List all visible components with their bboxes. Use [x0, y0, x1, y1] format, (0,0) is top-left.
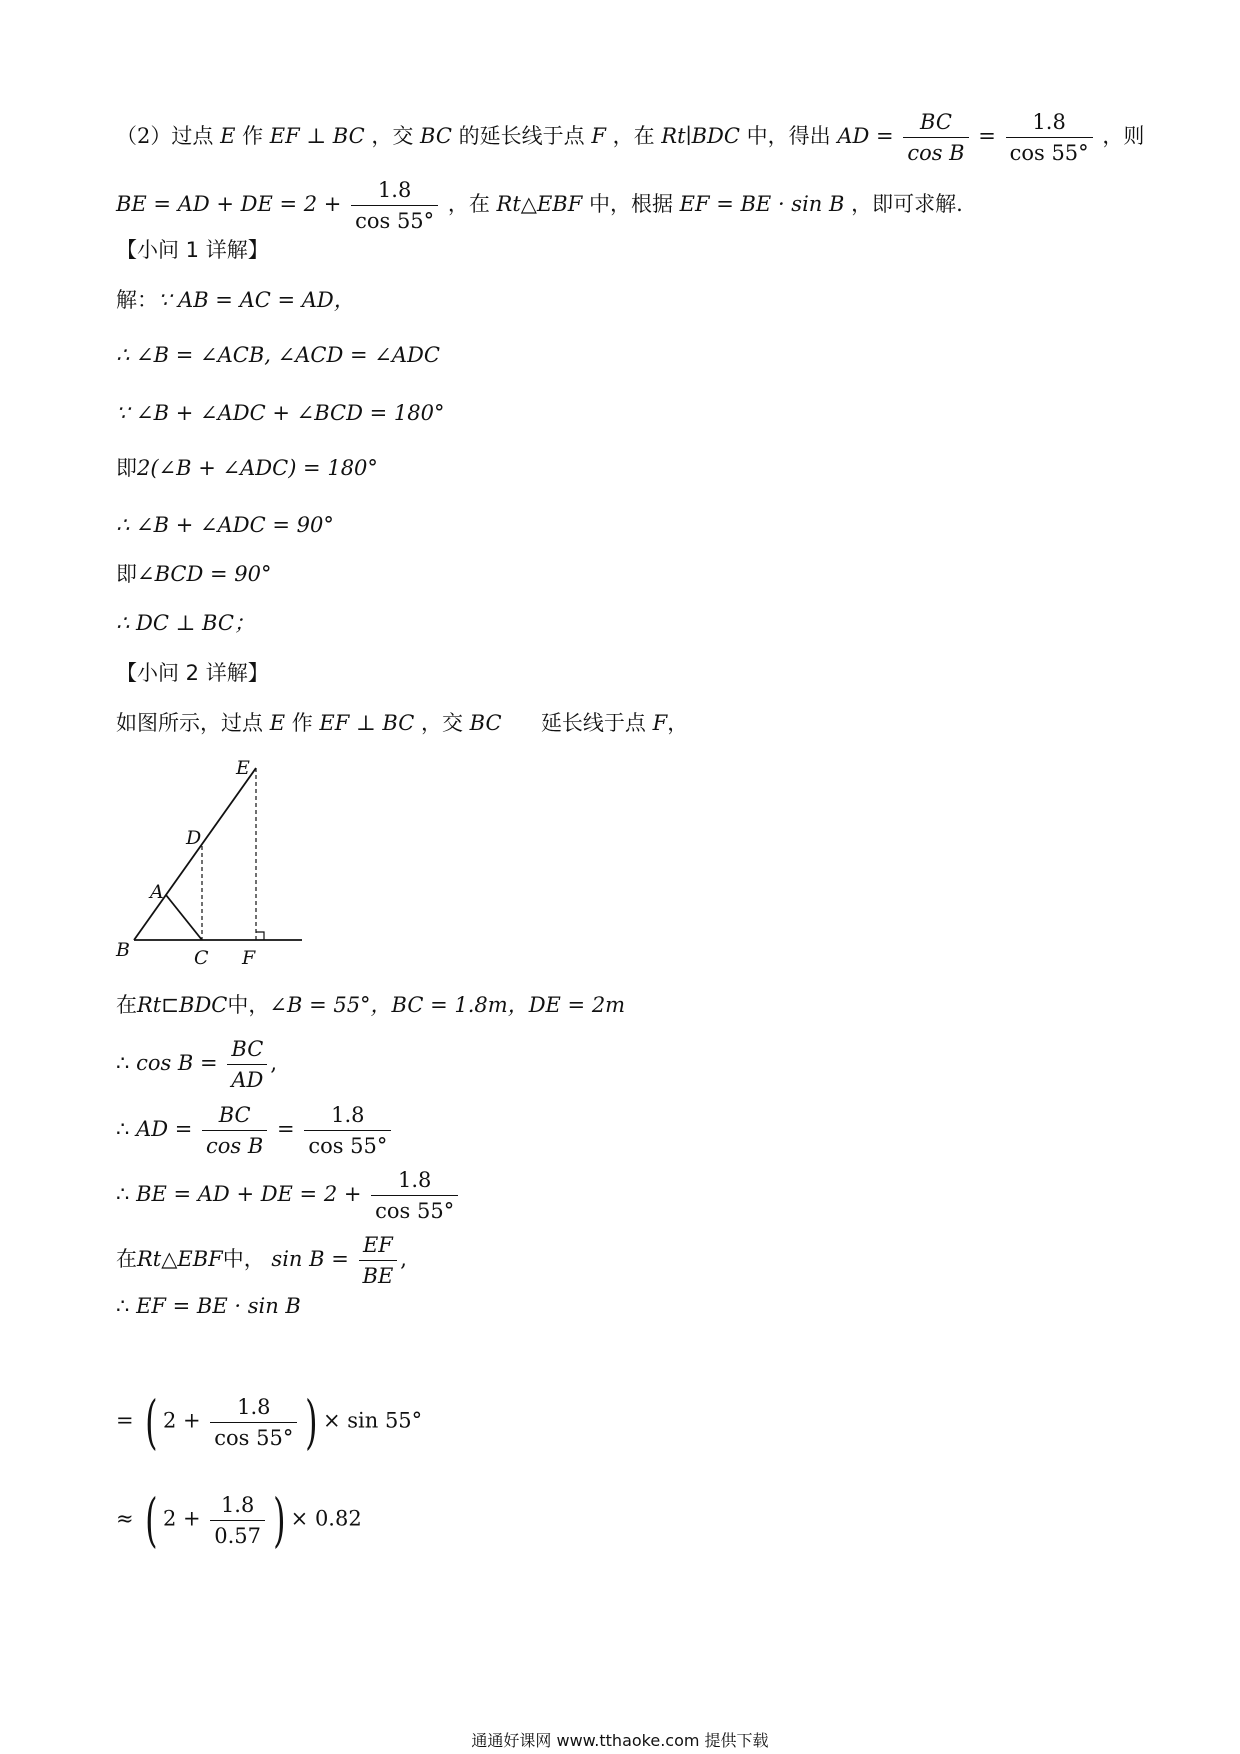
math: = — [277, 1117, 295, 1141]
footer: 通通好课网 www.tthaoke.com 提供下载 — [471, 1731, 769, 1750]
math: Rt△EBF — [496, 192, 583, 216]
math: ∵ ∠B + ∠ADC + ∠BCD = 180° — [116, 401, 445, 425]
part2-line-9 — [116, 1486, 362, 1554]
fraction — [202, 1101, 267, 1160]
text: 作 — [242, 124, 264, 148]
paren: ) — [273, 1486, 286, 1554]
math: BC — [420, 124, 452, 148]
fraction — [210, 1491, 265, 1550]
math: = — [978, 124, 996, 148]
math: cos B — [907, 141, 965, 165]
math: × sin 55° — [322, 1408, 423, 1433]
label-D: D — [186, 827, 202, 849]
intro-line-2 — [116, 176, 963, 235]
math: E — [269, 711, 286, 735]
part2-line-1: 如图所示，过点 E 作 EF ⊥ BC ，交 BC 延长线于点 F， — [116, 711, 689, 735]
numerator: 1.8 — [210, 1491, 265, 1521]
part2-line-8 — [116, 1388, 423, 1456]
part1-header: 【小问 1 详解】 — [116, 238, 269, 262]
text: 在 — [116, 993, 137, 1017]
math: ≈ — [116, 1506, 134, 1531]
denominator: BE — [362, 1264, 394, 1288]
fraction — [371, 1166, 458, 1225]
numerator: 1.8 — [1006, 108, 1093, 138]
part2-line-3 — [116, 1035, 277, 1094]
math: ∴ ∠B + ∠ADC = 90° — [116, 513, 334, 537]
math: ∴ — [116, 1182, 130, 1206]
math: EF = BE · sin B — [136, 1294, 301, 1318]
part1-line-7 — [116, 608, 255, 638]
text: 延长线于点 — [540, 711, 646, 735]
numerator: EF — [359, 1231, 398, 1261]
part2-line-5 — [116, 1166, 461, 1225]
math: , — [270, 1051, 278, 1075]
text: 解： — [116, 288, 158, 312]
fraction — [903, 108, 968, 167]
part1-line-1 — [116, 285, 355, 315]
text: 即 — [116, 562, 137, 586]
math: BE = AD + DE = 2 + — [136, 1182, 362, 1206]
fraction — [351, 176, 438, 235]
math: EF ⊥ BC — [269, 124, 365, 148]
math: , — [400, 1247, 407, 1271]
math: Rt△EBF — [137, 1247, 223, 1271]
math: ∴ ∠B = ∠ACB, ∠ACD = ∠ADC — [116, 343, 440, 367]
denominator: cos 55° — [355, 209, 435, 233]
text: 中， — [222, 1247, 265, 1271]
math: = — [116, 1408, 134, 1433]
math: BE = AD + DE = 2 + — [116, 192, 342, 216]
label-E: E — [236, 757, 250, 779]
math: ∠BCD = 90° — [137, 562, 272, 586]
fraction — [304, 1101, 391, 1160]
text: 在 — [116, 1247, 137, 1271]
math: 2 + — [162, 1408, 201, 1433]
part2-line-2 — [116, 990, 625, 1020]
intro-line-1 — [116, 108, 1144, 167]
math: BC — [469, 711, 502, 735]
denominator — [903, 138, 968, 167]
text: 的延长线于点 — [458, 124, 585, 148]
right-angle-mark — [256, 932, 264, 940]
math: EF = BE · sin B — [679, 192, 845, 216]
text: 中，根据 — [588, 192, 673, 216]
math: AD = — [136, 1117, 193, 1141]
math: E — [220, 124, 236, 148]
math: 2(∠B + ∠ADC) = 180° — [137, 456, 378, 480]
fraction — [227, 1035, 267, 1094]
paren: ) — [305, 1388, 318, 1456]
numerator: BC — [903, 108, 968, 138]
math: Rt⊏BDC — [137, 993, 228, 1017]
line-BE — [134, 768, 256, 940]
label-A: A — [150, 881, 164, 903]
denominator: cos 55° — [1009, 141, 1089, 165]
part1-line-6 — [116, 559, 272, 589]
geometry-figure — [112, 752, 312, 972]
fraction — [1006, 108, 1093, 167]
text: ，交 — [371, 124, 414, 148]
part1-line-2 — [116, 340, 440, 370]
numerator: 1.8 — [351, 176, 438, 206]
text: ，在 — [447, 192, 490, 216]
math: EF ⊥ BC — [319, 711, 415, 735]
math: ∴ — [116, 1051, 130, 1075]
denominator: cos B — [206, 1134, 264, 1158]
numerator: 1.8 — [371, 1166, 458, 1196]
math: ∵ AB = AC = AD， — [158, 288, 355, 312]
math: F — [591, 124, 606, 148]
text: ，即可求解. — [851, 192, 963, 216]
text: 作 — [291, 711, 313, 735]
text: 中，得出 — [746, 124, 831, 148]
text: （2）过点 — [116, 124, 214, 148]
paren: ( — [145, 1388, 158, 1456]
math: F — [652, 711, 668, 735]
math: × 0.82 — [290, 1506, 362, 1531]
math: sin B = — [271, 1247, 349, 1271]
part2-line-4 — [116, 1101, 394, 1160]
math: 2 + — [162, 1506, 201, 1531]
part1-line-3 — [116, 398, 444, 428]
label-B: B — [116, 939, 130, 961]
denominator: cos 55° — [308, 1134, 388, 1158]
part2-line-7 — [116, 1291, 301, 1321]
denominator: cos 55° — [214, 1425, 294, 1450]
text: 中， — [227, 993, 270, 1017]
math: AD = — [837, 124, 894, 148]
part2-line-6 — [116, 1231, 407, 1290]
part1-line-4 — [116, 453, 378, 483]
numerator: BC — [202, 1101, 267, 1131]
numerator: 1.8 — [210, 1393, 297, 1423]
label-F: F — [242, 947, 256, 969]
denominator: AD — [231, 1068, 264, 1092]
text: ，则 — [1102, 124, 1145, 148]
text: ，在 — [612, 124, 655, 148]
math: ∠B = 55°，BC = 1.8m，DE = 2m — [269, 993, 626, 1017]
text: ，交 — [420, 711, 463, 735]
math: cos B = — [136, 1051, 218, 1075]
numerator: 1.8 — [304, 1101, 391, 1131]
math: ∴ DC ⊥ BC； — [116, 611, 255, 635]
denominator: 0.57 — [214, 1523, 262, 1548]
text: 如图所示，过点 — [116, 711, 263, 735]
part2-header: 【小问 2 详解】 — [116, 661, 269, 685]
label-C: C — [194, 947, 209, 969]
paren: ( — [145, 1486, 158, 1554]
fraction — [210, 1393, 297, 1452]
fraction — [359, 1231, 398, 1290]
text: 即 — [116, 456, 137, 480]
denominator: cos 55° — [375, 1199, 455, 1223]
math: ∴ — [116, 1294, 130, 1318]
part1-line-5 — [116, 510, 334, 540]
line-AC — [166, 895, 202, 940]
math: Rt∣BDC — [661, 124, 740, 148]
math: ∴ — [116, 1117, 130, 1141]
numerator: BC — [227, 1035, 267, 1065]
